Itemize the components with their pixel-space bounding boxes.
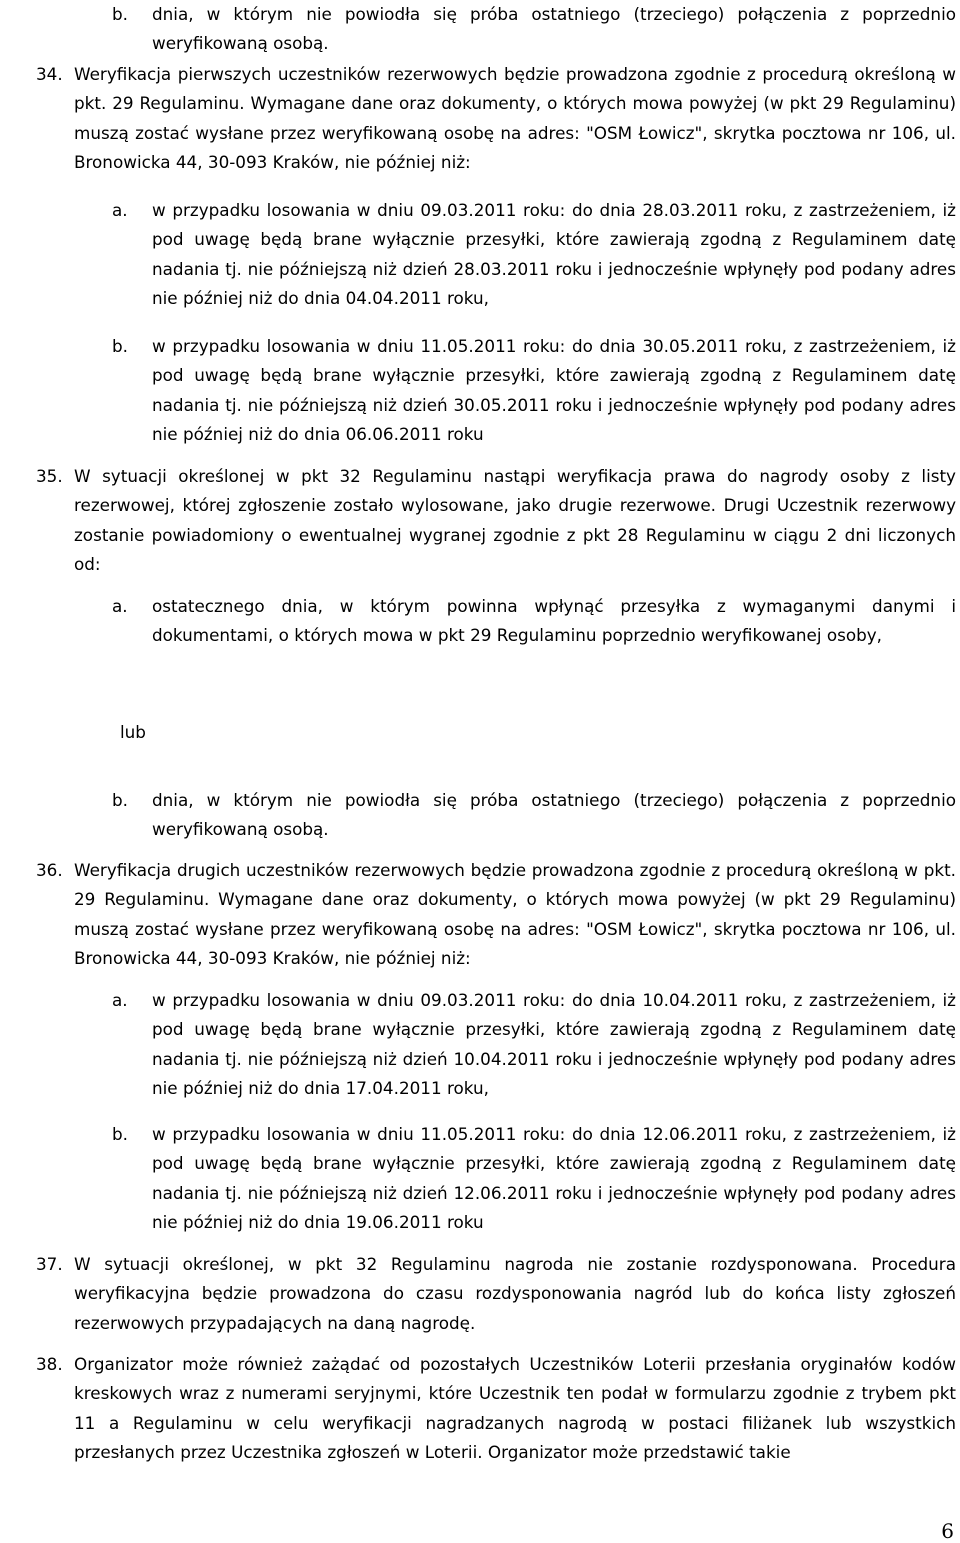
item-text: ostatecznego dnia, w którym powinna wpłynąć przesyłka z wymaganymi danymi i dokumentami, o których mowa w pkt 29 Regulaminu poprzednio weryfikowanej osoby, bbox=[152, 596, 956, 646]
paragraph-number: 34. bbox=[36, 64, 63, 84]
item-35-b bbox=[112, 786, 956, 845]
item-label: b. bbox=[112, 4, 128, 24]
item-text: w przypadku losowania w dniu 09.03.2011 roku: do dnia 10.04.2011 roku, z zastrzeżeniem, iż pod uwagę będą brane wyłącznie przesyłki, które zawierają zgodną z Regulaminem datę nadania tj. nie późniejszą niż dzień 10.04.2011 roku i jednocześnie wpłynęły pod podany adres nie później niż do dnia 17.04.2011 roku, bbox=[152, 990, 956, 1099]
item-label: b. bbox=[112, 336, 128, 356]
item-text: dnia, w którym nie powiodła się próba ostatniego (trzeciego) połączenia z poprzednio weryfikowaną osobą. bbox=[152, 4, 956, 54]
item-36-b bbox=[112, 1120, 956, 1238]
item-b-continued bbox=[112, 0, 956, 59]
paragraph-36 bbox=[36, 856, 956, 974]
item-34-b bbox=[112, 332, 956, 450]
paragraph-34 bbox=[36, 60, 956, 178]
paragraph-35 bbox=[36, 462, 956, 580]
paragraph-number: 35. bbox=[36, 466, 63, 486]
paragraph-number: 38. bbox=[36, 1354, 63, 1374]
item-text: w przypadku losowania w dniu 11.05.2011 roku: do dnia 12.06.2011 roku, z zastrzeżeniem, iż pod uwagę będą brane wyłącznie przesyłki, które zawierają zgodną z Regulaminem datę nadania tj. nie późniejszą niż dzień 12.06.2011 roku i jednocześnie wpłynęły pod podany adres nie później niż do dnia 19.06.2011 roku bbox=[152, 1124, 956, 1233]
paragraph-37 bbox=[36, 1250, 956, 1338]
paragraph-text: Weryfikacja drugich uczestników rezerwowych będzie prowadzona zgodnie z procedurą określoną w pkt. 29 Regulaminu. Wymagane dane oraz dokumenty, o których mowa powyżej (w pkt 29 Regulaminu) muszą zostać wysłane przez weryfikowaną osobę na adres: "OSM Łowicz", skrytka pocztowa nr 106, ul. Bronowicka 44, 30-093 Kraków, nie później niż: bbox=[74, 860, 956, 969]
paragraph-38 bbox=[36, 1350, 956, 1468]
item-label: b. bbox=[112, 790, 128, 810]
paragraph-number: 36. bbox=[36, 860, 63, 880]
paragraph-text: W sytuacji określonej, w pkt 32 Regulaminu nagroda nie zostanie rozdysponowana. Procedura weryfikacyjna będzie prowadzona do czasu rozdysponowania nagród lub do końca listy zgłoszeń rezerwowych przypadających na daną nagrodę. bbox=[74, 1254, 956, 1333]
page-number: 6 bbox=[941, 1519, 954, 1543]
item-label: a. bbox=[112, 990, 128, 1010]
item-34-a bbox=[112, 196, 956, 314]
item-label: b. bbox=[112, 1124, 128, 1144]
conjunction-lub: lub bbox=[120, 722, 146, 742]
item-35-a bbox=[112, 592, 956, 651]
item-text: w przypadku losowania w dniu 11.05.2011 roku: do dnia 30.05.2011 roku, z zastrzeżeniem, iż pod uwagę będą brane wyłącznie przesyłki, które zawierają zgodną z Regulaminem datę nadania tj. nie późniejszą niż dzień 30.05.2011 roku i jednocześnie wpłynęły pod podany adres nie później niż do dnia 06.06.2011 roku bbox=[152, 336, 956, 445]
item-label: a. bbox=[112, 596, 128, 616]
paragraph-text: W sytuacji określonej w pkt 32 Regulaminu nastąpi weryfikacja prawa do nagrody osoby z listy rezerwowej, której zgłoszenie zostało wylosowane, jako drugie rezerwowe. Drugi Uczestnik rezerwowy zostanie powiadomiony o ewentualnej wygranej zgodnie z pkt 28 Regulaminu w ciągu 2 dni liczonych od: bbox=[74, 466, 956, 575]
item-text: dnia, w którym nie powiodła się próba ostatniego (trzeciego) połączenia z poprzednio weryfikowaną osobą. bbox=[152, 790, 956, 840]
paragraph-text: Weryfikacja pierwszych uczestników rezerwowych będzie prowadzona zgodnie z procedurą określoną w pkt. 29 Regulaminu. Wymagane dane oraz dokumenty, o których mowa powyżej (w pkt 29 Regulaminu) muszą zostać wysłane przez weryfikowaną osobę na adres: "OSM Łowicz", skrytka pocztowa nr 106, ul. Bronowicka 44, 30-093 Kraków, nie później niż: bbox=[74, 64, 956, 173]
item-label: a. bbox=[112, 200, 128, 220]
item-36-a bbox=[112, 986, 956, 1104]
item-text: w przypadku losowania w dniu 09.03.2011 roku: do dnia 28.03.2011 roku, z zastrzeżeniem, iż pod uwagę będą brane wyłącznie przesyłki, które zawierają zgodną z Regulaminem datę nadania tj. nie późniejszą niż dzień 28.03.2011 roku i jednocześnie wpłynęły pod podany adres nie później niż do dnia 04.04.2011 roku, bbox=[152, 200, 956, 309]
paragraph-number: 37. bbox=[36, 1254, 63, 1274]
paragraph-text: Organizator może również zażądać od pozostałych Uczestników Loterii przesłania oryginałów kodów kreskowych wraz z numerami seryjnymi, które Uczestnik ten podał w formularzu zgodnie z trybem pkt 11 a Regulaminu w celu weryfikacji nagradzanych nagrodą w postaci filiżanek lub wszystkich przesłanych przez Uczestnika zgłoszeń w Loterii. Organizator może przedstawić takie bbox=[74, 1354, 956, 1463]
